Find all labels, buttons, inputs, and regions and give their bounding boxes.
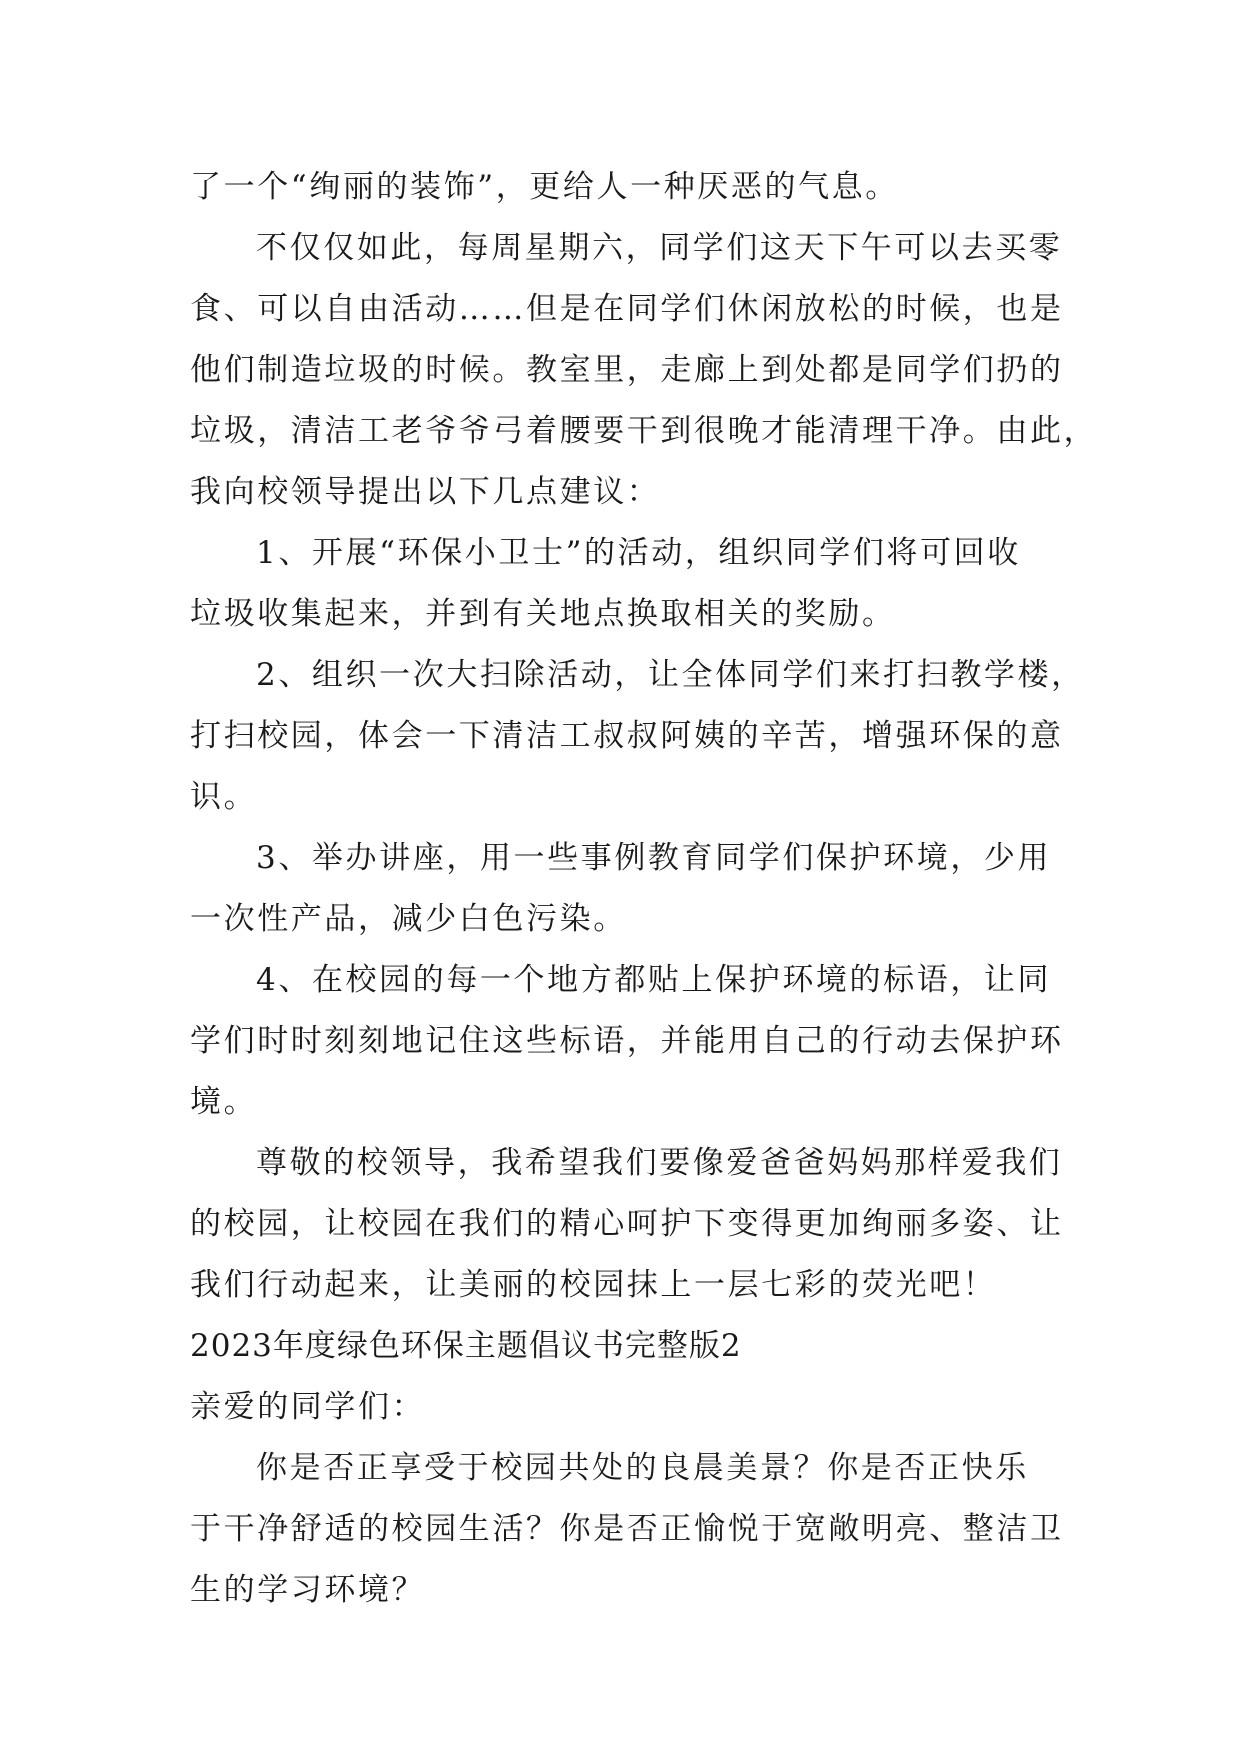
text-line: 垃圾，清洁工老爷爷弓着腰要干到很晚才能清理干净。由此， <box>190 413 1098 449</box>
section-heading: 2023年度绿色环保主题倡议书完整版2 <box>190 1328 742 1364</box>
text-line: 了一个“绚丽的装饰”，更给人一种厌恶的气息。 <box>190 169 899 205</box>
text-line: 境。 <box>190 1084 258 1120</box>
text-line: 食、可以自由活动……但是在同学们休闲放松的时候，也是 <box>190 291 1064 327</box>
text-line: 生的学习环境？ <box>190 1572 426 1608</box>
text-line: 一次性产品，减少白色污染。 <box>190 901 627 937</box>
text-line: 我向校领导提出以下几点建议： <box>190 474 661 510</box>
text-line: 他们制造垃圾的时候。教室里，走廊上到处都是同学们扔的 <box>190 352 1064 388</box>
document-body <box>190 157 1098 1621</box>
text-line: 不仅仅如此，每周星期六，同学们这天下午可以去买零 <box>256 230 1063 266</box>
text-line: 尊敬的校领导，我希望我们要像爱爸爸妈妈那样爱我们 <box>256 1145 1063 1181</box>
text-line: 3、举办讲座，用一些事例教育同学们保护环境，少用 <box>256 840 1052 876</box>
text-line: 亲爱的同学们： <box>190 1389 426 1425</box>
text-line: 垃圾收集起来，并到有关地点换取相关的奖励。 <box>190 596 896 632</box>
text-line: 2、组织一次大扫除活动，让全体同学们来打扫教学楼， <box>256 657 1085 693</box>
text-line: 于干净舒适的校园生活？你是否正愉悦于宽敞明亮、整洁卫 <box>190 1511 1064 1547</box>
text-line: 打扫校园，体会一下清洁工叔叔阿姨的辛苦，增强环保的意 <box>190 718 1064 754</box>
text-line: 学们时时刻刻地记住这些标语，并能用自己的行动去保护环 <box>190 1023 1064 1059</box>
text-line: 识。 <box>190 779 258 815</box>
text-line: 我们行动起来，让美丽的校园抹上一层七彩的荧光吧！ <box>190 1267 997 1303</box>
text-line: 4、在校园的每一个地方都贴上保护环境的标语，让同 <box>256 962 1052 998</box>
text-line: 你是否正享受于校园共处的良晨美景？你是否正快乐 <box>256 1450 1029 1486</box>
text-line: 1、开展“环保小卫士”的活动，组织同学们将可回收 <box>256 535 1021 571</box>
text-line: 的校园，让校园在我们的精心呵护下变得更加绚丽多姿、让 <box>190 1206 1064 1242</box>
